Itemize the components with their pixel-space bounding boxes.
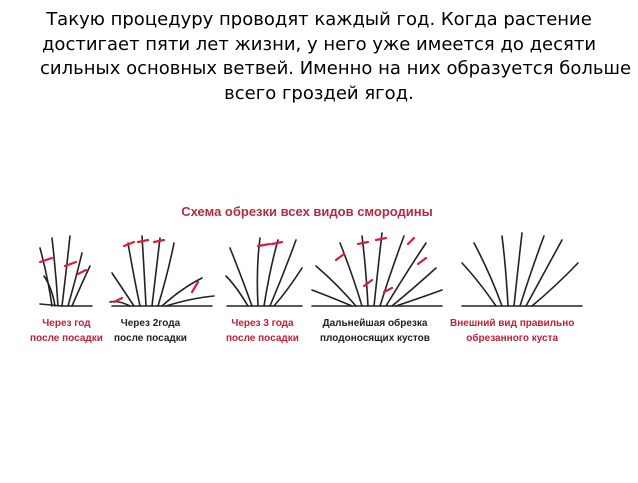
bush-illustrations [22, 218, 592, 313]
bush-mature [312, 233, 442, 306]
pruning-scheme-figure [22, 196, 592, 361]
caption-year-2: Через 2года после посадки [114, 318, 187, 344]
bush-pruned [462, 233, 582, 306]
caption-year-3: Через 3 года после посадки [226, 318, 299, 344]
text-line: всего гроздей ягод. [224, 82, 414, 104]
bush-year-3 [226, 238, 302, 306]
text-line: сильных основных ветвей. Именно на них образуется больше [40, 58, 632, 79]
caption-pruned: Внешний вид правильно обрезанного куста [450, 318, 575, 344]
slide-body-text [40, 8, 632, 106]
caption-mature: Дальнейшая обрезка плодоносящих кустов [320, 318, 430, 344]
figure-title: Схема обрезки всех видов смородины [181, 204, 433, 219]
caption-year-1: Через год после посадки [30, 318, 103, 344]
pruning-cut-marks [40, 238, 426, 302]
text-line: Такую процедуру проводят каждый год. Когда растение [46, 9, 592, 30]
text-line: достигает пяти лет жизни, у него уже имеется до десяти [41, 33, 597, 55]
